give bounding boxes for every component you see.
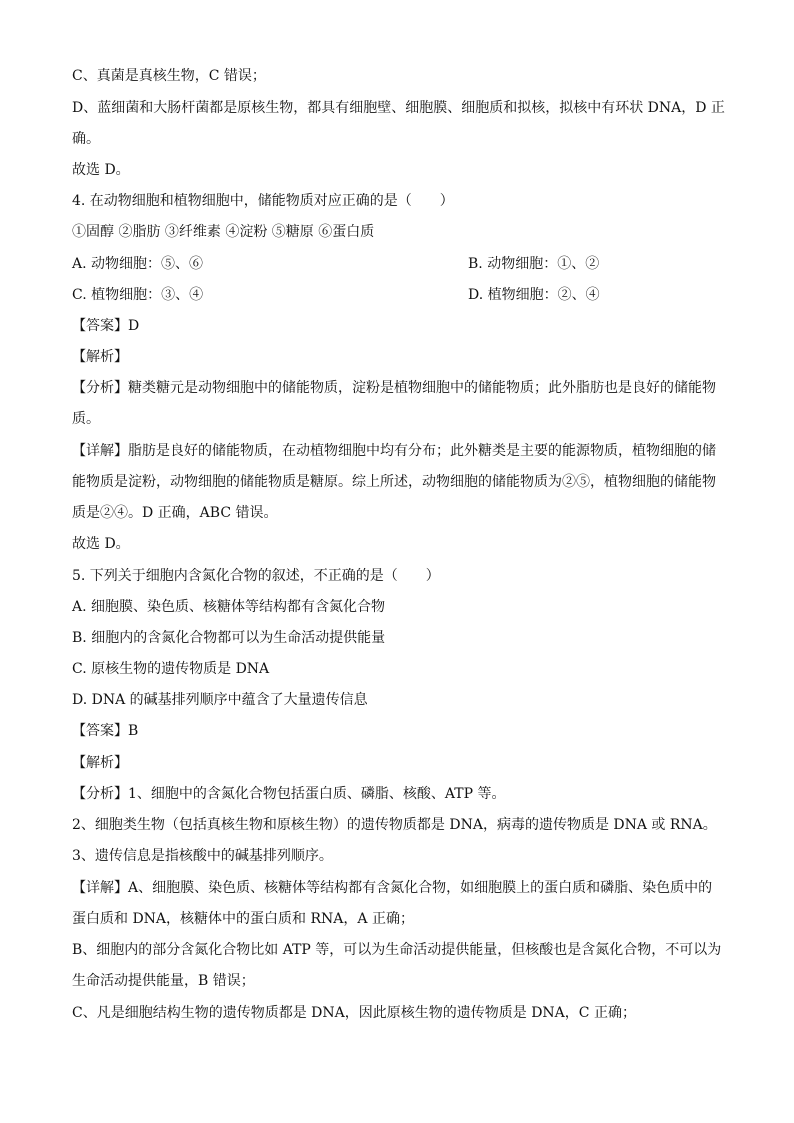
text-line: 生命活动提供能量，B 错误； [72, 973, 255, 989]
text-line: D、蓝细菌和大肠杆菌都是原核生物，都具有细胞壁、细胞膜、细胞质和拟核，拟核中有环状 DNA，D 正 [72, 100, 725, 116]
option-b: B. 动物细胞：①、② [468, 256, 600, 272]
question-5-stem: 5. 下列关于细胞内含氮化合物的叙述，不正确的是（ ） [72, 568, 440, 584]
question-4-options-row-2 [72, 285, 722, 305]
question-4-options-row-1 [72, 254, 722, 274]
text-line: C、凡是细胞结构生物的遗传物质都是 DNA，因此原核生物的遗传物质是 DNA，C 正确； [72, 1005, 636, 1021]
text-line: 2、细胞类生物（包括真核生物和原核生物）的遗传物质都是 DNA，病毒的遗传物质是 DNA 或 RNA。 [72, 817, 717, 833]
option-c: C. 原核生物的遗传物质是 DNA [72, 661, 270, 677]
answer-label: 【答案】D [72, 318, 140, 334]
option-d: D. 植物细胞：②、④ [468, 287, 600, 303]
option-d: D. DNA 的碱基排列顺序中蕴含了大量遗传信息 [72, 692, 368, 708]
analysis-label: 【解析】 [72, 755, 128, 771]
answer-label: 【答案】B [72, 723, 139, 739]
text-line: C、真菌是真核生物，C 错误； [72, 68, 266, 84]
text-line: B、细胞内的部分含氮化合物比如 ATP 等，可以为生命活动提供能量，但核酸也是含氮化合物，不可以为 [72, 942, 722, 958]
text-line: 【分析】1、细胞中的含氮化合物包括蛋白质、磷脂、核酸、ATP 等。 [72, 786, 506, 802]
analysis-label: 【解析】 [72, 349, 128, 365]
text-line: 故选 D。 [72, 162, 130, 178]
question-4-stem: 4. 在动物细胞和植物细胞中，储能物质对应正确的是（ ） [72, 193, 454, 209]
option-b: B. 细胞内的含氮化合物都可以为生命活动提供能量 [72, 630, 386, 646]
text-line: 【详解】A、细胞膜、染色质、核糖体等结构都有含氮化合物，如细胞膜上的蛋白质和磷脂、染色质中的 [72, 880, 713, 896]
text-line: 蛋白质和 DNA，核糖体中的蛋白质和 RNA，A 正确； [72, 911, 414, 927]
option-a: A. 动物细胞：⑤、⑥ [72, 256, 204, 272]
text-line: 故选 D。 [72, 536, 130, 552]
text-line: 【分析】糖类糖元是动物细胞中的储能物质，淀粉是植物细胞中的储能物质；此外脂肪也是良好的储能物 [72, 380, 716, 396]
text-line: 确。 [72, 131, 100, 147]
question-4-items: ①固醇 ②脂肪 ③纤维素 ④淀粉 ⑤糖原 ⑥蛋白质 [72, 224, 375, 240]
option-a: A. 细胞膜、染色质、核糖体等结构都有含氮化合物 [72, 599, 386, 615]
text-line: 【详解】脂肪是良好的储能物质，在动植物细胞中均有分布；此外糖类是主要的能源物质，植物细胞的储 [72, 443, 716, 459]
text-line: 能物质是淀粉，动物细胞的储能物质是糖原。综上所述，动物细胞的储能物质为②⑤，植物细胞的储能物 [72, 474, 716, 490]
option-c: C. 植物细胞：③、④ [72, 287, 204, 303]
text-line: 质是②④。D 正确，ABC 错误。 [72, 505, 278, 521]
text-line: 3、遗传信息是指核酸中的碱基排列顺序。 [72, 848, 333, 864]
text-line: 质。 [72, 411, 100, 427]
